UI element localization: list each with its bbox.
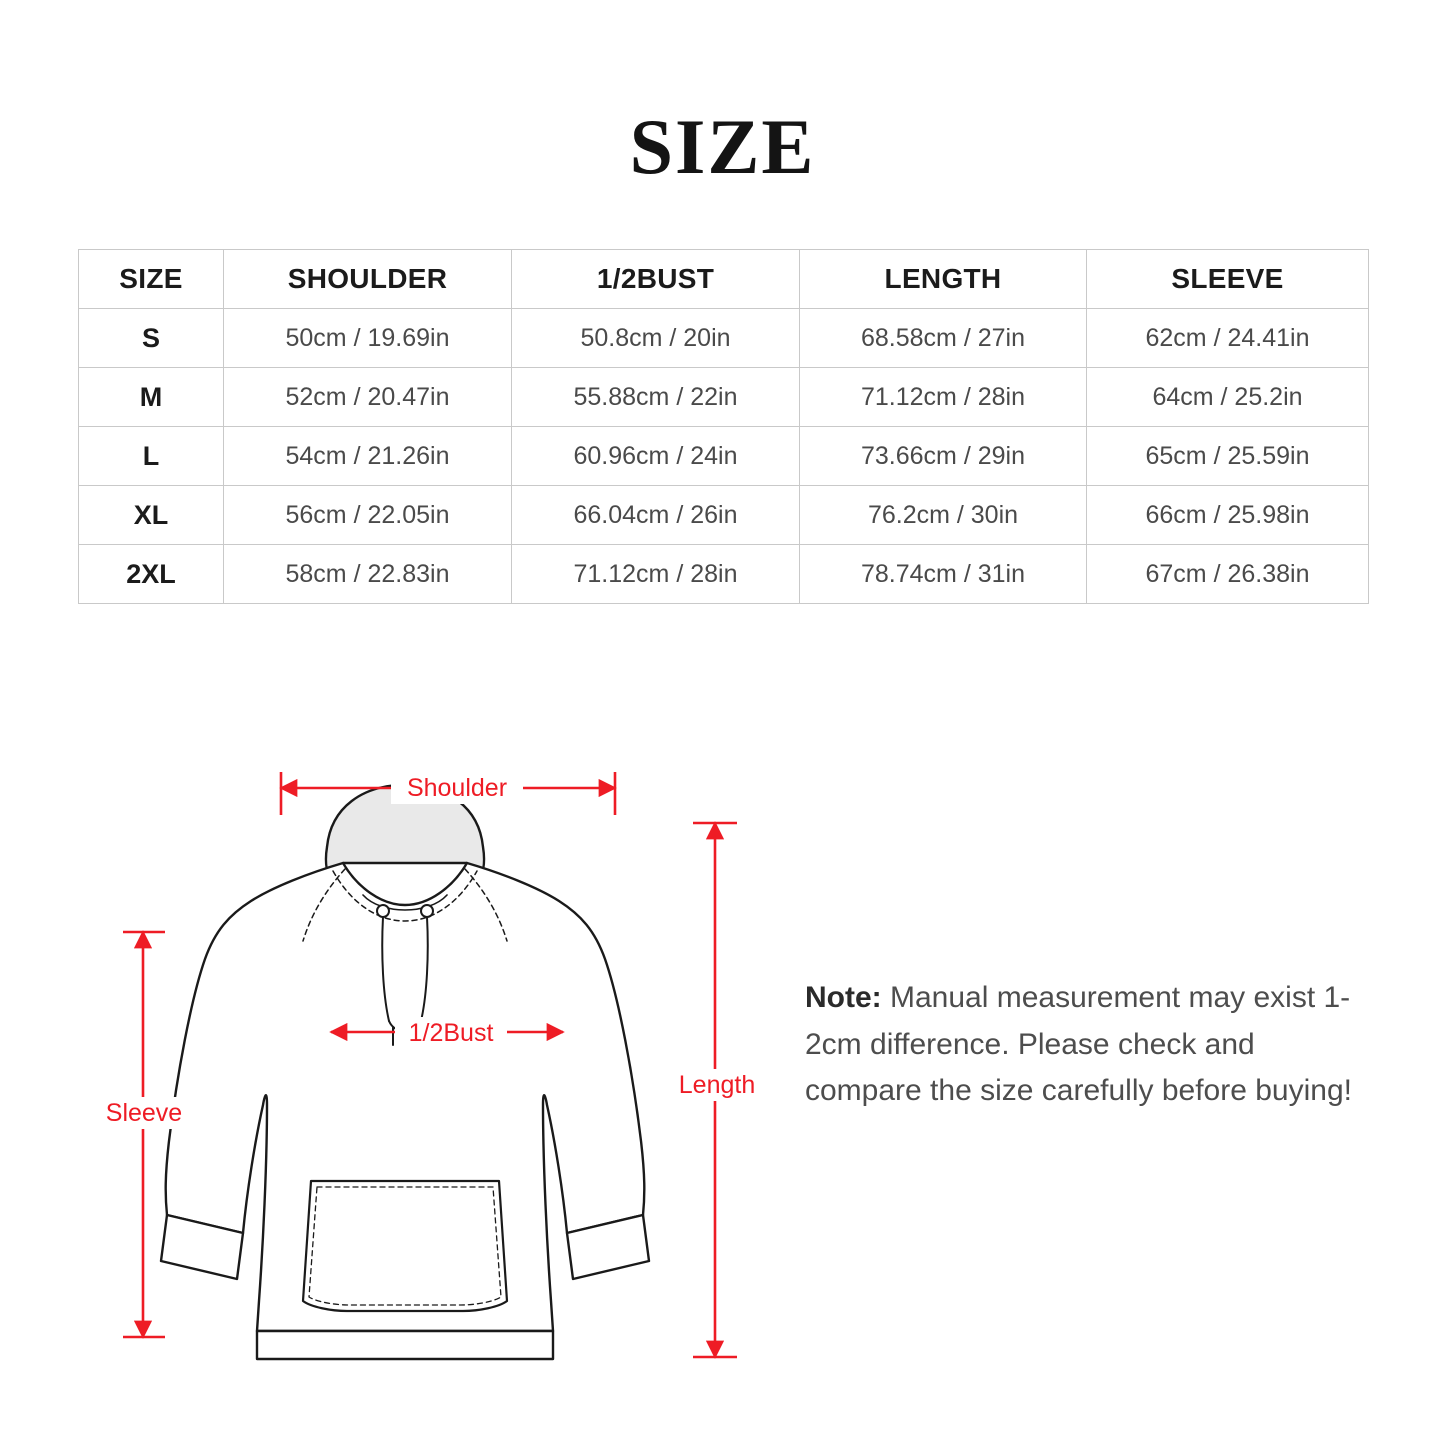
cell-sleeve: 62cm / 24.41in xyxy=(1087,309,1369,368)
cell-shoulder: 56cm / 22.05in xyxy=(224,486,512,545)
page-title: SIZE xyxy=(629,103,816,190)
table-row xyxy=(79,486,1369,545)
table-row xyxy=(79,545,1369,604)
measure-label-half-bust: 1/2Bust xyxy=(408,1019,494,1047)
measure-label-sleeve: Sleeve xyxy=(105,1099,183,1127)
cell-size: M xyxy=(79,368,224,427)
cell-length: 71.12cm / 28in xyxy=(800,368,1087,427)
cell-size: S xyxy=(79,309,224,368)
table-row xyxy=(79,368,1369,427)
cell-halfbust: 66.04cm / 26in xyxy=(512,486,800,545)
hoodie-illustration xyxy=(161,785,649,1359)
measure-label-length: Length xyxy=(678,1071,756,1099)
size-table xyxy=(78,249,1369,604)
cell-length: 68.58cm / 27in xyxy=(800,309,1087,368)
cell-halfbust: 50.8cm / 20in xyxy=(512,309,800,368)
cell-shoulder: 54cm / 21.26in xyxy=(224,427,512,486)
cell-length: 78.74cm / 31in xyxy=(800,545,1087,604)
cell-size: XL xyxy=(79,486,224,545)
cell-sleeve: 67cm / 26.38in xyxy=(1087,545,1369,604)
measurement-note xyxy=(805,975,1375,1115)
cell-size: 2XL xyxy=(79,545,224,604)
size-table-container xyxy=(78,249,1368,604)
measure-length xyxy=(673,823,761,1357)
column-header-length: LENGTH xyxy=(800,250,1087,309)
table-header-row xyxy=(79,250,1369,309)
cell-size: L xyxy=(79,427,224,486)
cell-halfbust: 71.12cm / 28in xyxy=(512,545,800,604)
table-row xyxy=(79,427,1369,486)
note-label: Note: xyxy=(805,981,882,1014)
column-header-shoulder: SHOULDER xyxy=(224,250,512,309)
table-row xyxy=(79,309,1369,368)
hoodie-measurement-diagram xyxy=(95,745,775,1365)
column-header-halfbust: 1/2BUST xyxy=(512,250,800,309)
cell-length: 76.2cm / 30in xyxy=(800,486,1087,545)
cell-sleeve: 65cm / 25.59in xyxy=(1087,427,1369,486)
cell-halfbust: 60.96cm / 24in xyxy=(512,427,800,486)
cell-shoulder: 50cm / 19.69in xyxy=(224,309,512,368)
cell-sleeve: 66cm / 25.98in xyxy=(1087,486,1369,545)
cell-sleeve: 64cm / 25.2in xyxy=(1087,368,1369,427)
measure-label-shoulder: Shoulder xyxy=(406,774,508,802)
column-header-sleeve: SLEEVE xyxy=(1087,250,1369,309)
column-header-size: SIZE xyxy=(79,250,224,309)
cell-halfbust: 55.88cm / 22in xyxy=(512,368,800,427)
note-text: Manual measurement may exist 1-2cm difference. Please check and compare the size carefully before buying! xyxy=(805,981,1352,1107)
cell-shoulder: 52cm / 20.47in xyxy=(224,368,512,427)
cell-length: 73.66cm / 29in xyxy=(800,427,1087,486)
cell-shoulder: 58cm / 22.83in xyxy=(224,545,512,604)
